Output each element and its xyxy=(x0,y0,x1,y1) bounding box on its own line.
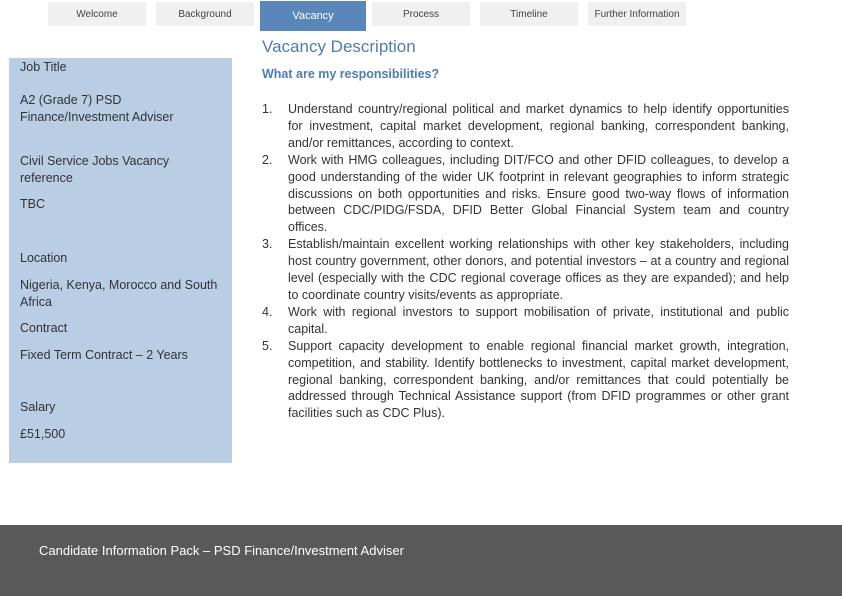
item-text: Understand country/regional political and market dynamics to help identify opportunities for investment, capital market development, regional banking, correspondent banking, and/or remittances, according to context. xyxy=(288,102,789,150)
item-text: Establish/maintain excellent working relationships with other key stakeholders, including host country government, other donors, and potential investors – at a country and regional level (especially with the CDC regional coverage offices as they are expanded); and help to coordinate country visits/events as appropriate. xyxy=(288,237,789,302)
tab-timeline[interactable]: Timeline xyxy=(480,2,578,26)
item-number: 5. xyxy=(262,338,273,353)
location-label: Location xyxy=(20,251,68,265)
footer xyxy=(0,525,842,596)
contract-label: Contract xyxy=(20,321,68,335)
item-number: 4. xyxy=(262,304,273,319)
responsibilities-list xyxy=(262,101,789,422)
item-text: Support capacity development to enable regional financial market growth, integration, competition, and stability. Identify bottlenecks to investment, capital market development, regional banking, correspondent banking, and/or remittances that could potentially be addressed through Technical Assistance support (from DFID programmes or other grant facilities such as CDC Plus). xyxy=(288,338,789,421)
tab-background[interactable]: Background xyxy=(156,2,254,26)
tab-further-information[interactable]: Further Information xyxy=(588,2,686,26)
list-item xyxy=(262,304,789,338)
list-item xyxy=(262,152,789,237)
contract-value: Fixed Term Contract – 2 Years xyxy=(20,348,188,362)
item-text: Work with regional investors to support mobilisation of private, institutional and public capital. xyxy=(288,304,789,336)
item-number: 1. xyxy=(262,102,273,116)
job-title-value: A2 (Grade 7) PSD Finance/Investment Adviser xyxy=(20,93,174,124)
item-number: 2. xyxy=(262,152,273,167)
footer-text: Candidate Information Pack – PSD Finance/Investment Adviser xyxy=(39,543,404,558)
page-title: Vacancy Description xyxy=(262,37,416,56)
job-title-label: Job Title xyxy=(20,60,67,74)
salary-label: Salary xyxy=(20,400,56,414)
location-value: Nigeria, Kenya, Morocco and South Africa xyxy=(20,278,218,309)
tab-welcome[interactable]: Welcome xyxy=(48,2,146,26)
tab-process[interactable]: Process xyxy=(372,2,470,26)
item-text: Work with HMG colleagues, including DIT/FCO and other DFID colleagues, to develop a good understanding of the wider UK footprint in relevant geographies to inform strategic discussions on both opportunities and risks. Ensure good two-way flows of information between CDC/PIDG/FSDA, DFID Better Global Financial System team and country offices. xyxy=(288,152,789,235)
reference-value: TBC xyxy=(20,197,45,211)
reference-label: Civil Service Jobs Vacancy reference xyxy=(20,154,170,185)
responsibilities-heading: What are my responsibilities? xyxy=(262,67,440,81)
list-item xyxy=(262,236,789,304)
item-number: 3. xyxy=(262,237,273,252)
salary-value: £51,500 xyxy=(20,427,66,441)
list-item xyxy=(262,338,789,423)
tab-vacancy[interactable]: Vacancy xyxy=(260,1,366,31)
vacancy-summary-panel xyxy=(9,58,232,463)
list-item xyxy=(262,101,789,152)
